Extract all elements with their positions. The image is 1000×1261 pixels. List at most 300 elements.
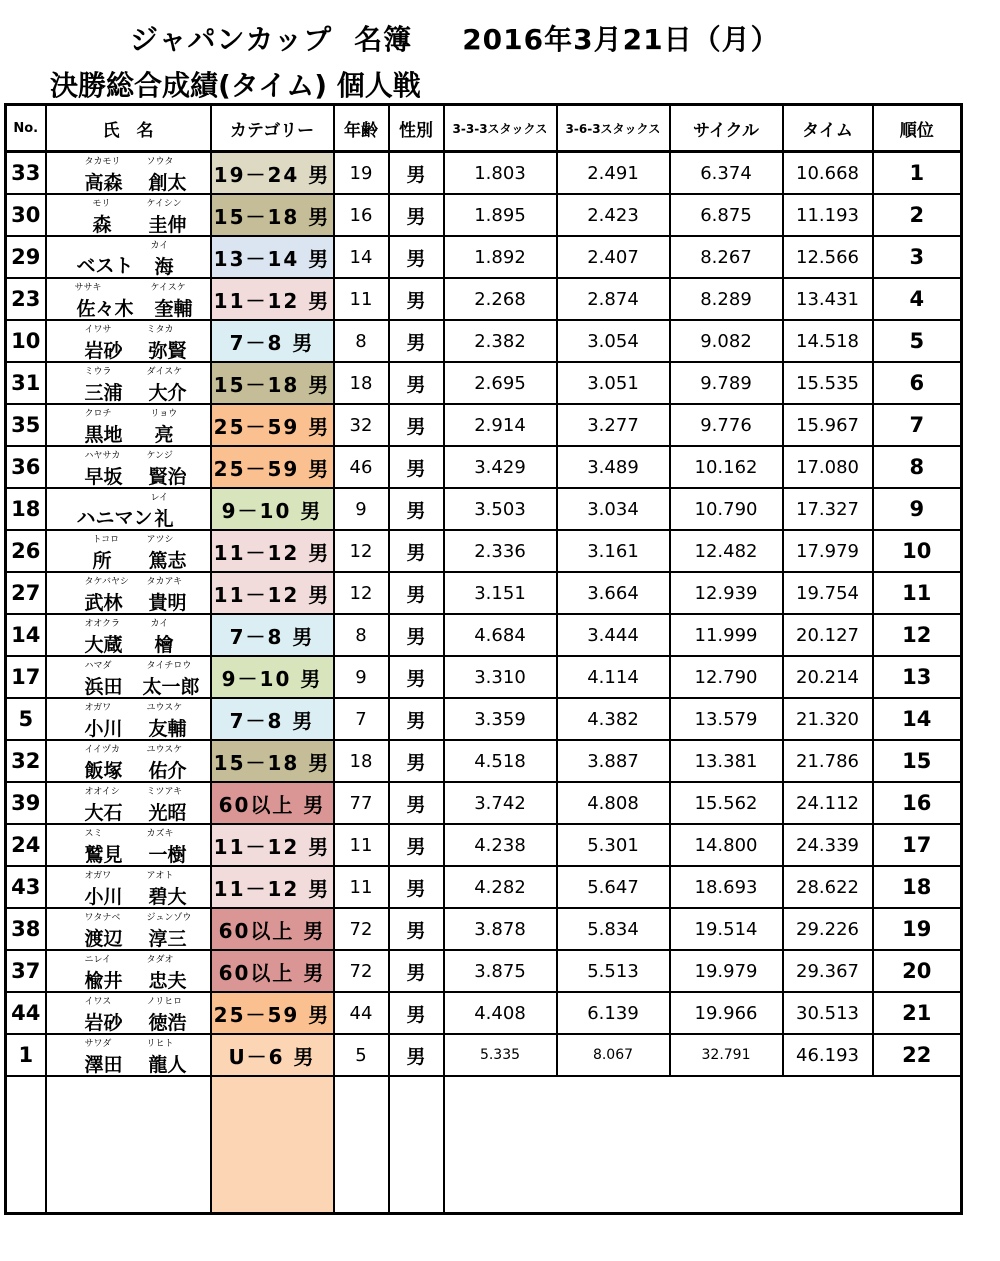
cycle-time: 8.267 xyxy=(670,236,783,278)
given-name-ruby: アオト xyxy=(146,871,174,881)
col-header-363-stacks: 3-6-3スタックス xyxy=(557,105,670,152)
sex-cell: 男 xyxy=(389,614,444,656)
sex-cell: 男 xyxy=(389,320,444,362)
sex-cell: 男 xyxy=(389,530,444,572)
family-name: 大石 xyxy=(84,802,123,824)
stack-363-time: 5.647 xyxy=(557,866,670,908)
age-cell: 14 xyxy=(334,236,389,278)
row-number: 17 xyxy=(6,656,46,698)
empty-cell xyxy=(783,1076,873,1214)
row-number: 14 xyxy=(6,614,46,656)
given-name-ruby: タダオ xyxy=(146,955,174,965)
stack-333-time: 1.895 xyxy=(444,194,557,236)
category-cell: 25－59 男 xyxy=(211,992,334,1034)
rank-cell: 3 xyxy=(873,236,962,278)
participant-name-cell xyxy=(46,446,211,488)
category-cell: 11－12 男 xyxy=(211,572,334,614)
participant-name-cell xyxy=(46,236,211,278)
rank-cell: 10 xyxy=(873,530,962,572)
sex-cell: 男 xyxy=(389,446,444,488)
category-cell: 9－10 男 xyxy=(211,656,334,698)
empty-cell xyxy=(670,1076,783,1214)
given-name-ruby: ミタカ xyxy=(146,325,174,335)
table-row xyxy=(6,572,962,614)
stack-363-time: 3.054 xyxy=(557,320,670,362)
stack-363-time: 3.161 xyxy=(557,530,670,572)
participant-name-cell xyxy=(46,824,211,866)
col-header-category: カテゴリー xyxy=(211,105,334,152)
table-row xyxy=(6,1034,962,1076)
sex-cell: 男 xyxy=(389,278,444,320)
given-name-ruby: リョウ xyxy=(150,409,178,419)
given-name-ruby: リヒト xyxy=(146,1039,174,1049)
age-cell: 19 xyxy=(334,152,389,195)
total-time: 14.518 xyxy=(783,320,873,362)
given-name: 龍人 xyxy=(148,1054,187,1076)
sex-cell: 男 xyxy=(389,824,444,866)
given-name: 礼 xyxy=(154,508,174,530)
total-time: 12.566 xyxy=(783,236,873,278)
total-time: 29.367 xyxy=(783,950,873,992)
family-name-ruby: ニレイ xyxy=(84,955,112,965)
col-header-no: No. xyxy=(6,105,46,152)
participant-name-cell xyxy=(46,1034,211,1076)
given-name: 徳浩 xyxy=(148,1012,187,1034)
list-label: 名簿 xyxy=(354,23,413,56)
cycle-time: 6.374 xyxy=(670,152,783,195)
cycle-time: 14.800 xyxy=(670,824,783,866)
sex-cell: 男 xyxy=(389,992,444,1034)
stack-333-time: 3.878 xyxy=(444,908,557,950)
total-time: 30.513 xyxy=(783,992,873,1034)
col-header-time: タイム xyxy=(783,105,873,152)
sex-cell: 男 xyxy=(389,782,444,824)
sex-cell: 男 xyxy=(389,698,444,740)
given-name-ruby: ソウタ xyxy=(146,157,174,167)
cycle-time: 19.514 xyxy=(670,908,783,950)
participant-name-cell xyxy=(46,194,211,236)
family-name: 武林 xyxy=(84,592,123,614)
category-cell: 7－8 男 xyxy=(211,614,334,656)
stack-333-time: 4.684 xyxy=(444,614,557,656)
empty-cell xyxy=(557,1076,670,1214)
family-name-ruby: トコロ xyxy=(92,535,120,545)
rank-cell: 4 xyxy=(873,278,962,320)
rank-cell: 9 xyxy=(873,488,962,530)
stack-333-time: 4.518 xyxy=(444,740,557,782)
participant-name-cell xyxy=(46,404,211,446)
sex-cell: 男 xyxy=(389,656,444,698)
rank-cell: 5 xyxy=(873,320,962,362)
age-cell: 12 xyxy=(334,530,389,572)
rank-cell: 16 xyxy=(873,782,962,824)
sex-cell: 男 xyxy=(389,404,444,446)
rank-cell: 20 xyxy=(873,950,962,992)
given-name: 淳三 xyxy=(148,928,187,950)
given-name-ruby: レイ xyxy=(150,493,169,503)
event-date: 2016年3月21日（月） xyxy=(462,23,780,56)
total-time: 24.112 xyxy=(783,782,873,824)
category-cell: 60以上 男 xyxy=(211,950,334,992)
stack-363-time: 5.513 xyxy=(557,950,670,992)
empty-cell xyxy=(389,1076,444,1214)
total-time: 20.127 xyxy=(783,614,873,656)
stack-333-time: 2.268 xyxy=(444,278,557,320)
page-title xyxy=(130,18,802,58)
family-name: 楡井 xyxy=(84,970,123,992)
given-name: 佑介 xyxy=(148,760,187,782)
participant-name-cell xyxy=(46,908,211,950)
participant-name-cell xyxy=(46,530,211,572)
age-cell: 9 xyxy=(334,656,389,698)
stack-333-time: 3.429 xyxy=(444,446,557,488)
cycle-time: 13.579 xyxy=(670,698,783,740)
sex-cell: 男 xyxy=(389,740,444,782)
age-cell: 16 xyxy=(334,194,389,236)
rank-cell: 13 xyxy=(873,656,962,698)
table-row xyxy=(6,194,962,236)
rank-cell: 15 xyxy=(873,740,962,782)
cycle-time: 11.999 xyxy=(670,614,783,656)
given-name: 大介 xyxy=(148,382,187,404)
event-name: ジャパンカップ xyxy=(130,23,333,56)
given-name-ruby: タイチロウ xyxy=(146,661,192,671)
total-time: 21.320 xyxy=(783,698,873,740)
table-row xyxy=(6,614,962,656)
stack-333-time: 3.503 xyxy=(444,488,557,530)
table-row xyxy=(6,530,962,572)
stack-363-time: 4.808 xyxy=(557,782,670,824)
cycle-time: 12.790 xyxy=(670,656,783,698)
stack-333-time: 2.695 xyxy=(444,362,557,404)
row-number: 26 xyxy=(6,530,46,572)
stack-363-time: 3.887 xyxy=(557,740,670,782)
age-cell: 44 xyxy=(334,992,389,1034)
family-name: 早坂 xyxy=(84,466,123,488)
given-name-ruby: ミツアキ xyxy=(146,787,183,797)
row-number: 36 xyxy=(6,446,46,488)
given-name-ruby: ユウスケ xyxy=(146,703,183,713)
family-name-ruby: イワサ xyxy=(84,325,112,335)
stack-363-time: 6.139 xyxy=(557,992,670,1034)
total-time: 28.622 xyxy=(783,866,873,908)
rank-cell: 2 xyxy=(873,194,962,236)
stack-363-time: 4.114 xyxy=(557,656,670,698)
cycle-time: 9.776 xyxy=(670,404,783,446)
category-cell: 15－18 男 xyxy=(211,194,334,236)
category-cell: 15－18 男 xyxy=(211,740,334,782)
total-time: 15.535 xyxy=(783,362,873,404)
age-cell: 8 xyxy=(334,320,389,362)
age-cell: 11 xyxy=(334,278,389,320)
table-row xyxy=(6,236,962,278)
stack-333-time: 4.408 xyxy=(444,992,557,1034)
rank-cell: 19 xyxy=(873,908,962,950)
family-name: 鷲見 xyxy=(84,844,123,866)
family-name-ruby: イイヅカ xyxy=(84,745,121,755)
cycle-time: 10.162 xyxy=(670,446,783,488)
given-name: 弥賢 xyxy=(148,340,187,362)
stack-363-time: 2.491 xyxy=(557,152,670,195)
family-name: 岩砂 xyxy=(84,1012,123,1034)
given-name-ruby: カイ xyxy=(150,241,169,251)
sex-cell: 男 xyxy=(389,1034,444,1076)
table-row xyxy=(6,698,962,740)
sex-cell: 男 xyxy=(389,950,444,992)
given-name-ruby: カズキ xyxy=(146,829,174,839)
family-name: ベスト xyxy=(76,255,134,277)
age-cell: 72 xyxy=(334,950,389,992)
age-cell: 5 xyxy=(334,1034,389,1076)
total-time: 20.214 xyxy=(783,656,873,698)
rank-cell: 11 xyxy=(873,572,962,614)
cycle-time: 19.979 xyxy=(670,950,783,992)
stack-333-time: 3.742 xyxy=(444,782,557,824)
given-name-ruby: ケイシン xyxy=(146,199,182,209)
stack-333-time: 4.238 xyxy=(444,824,557,866)
family-name-ruby: ハヤサカ xyxy=(84,451,121,461)
stack-333-time: 3.359 xyxy=(444,698,557,740)
family-name: 所 xyxy=(92,550,112,572)
row-number: 18 xyxy=(6,488,46,530)
category-cell: 60以上 男 xyxy=(211,908,334,950)
rank-cell: 17 xyxy=(873,824,962,866)
family-name-ruby: スミ xyxy=(84,829,103,839)
empty-cell xyxy=(6,1076,46,1214)
participant-name-cell xyxy=(46,992,211,1034)
row-number: 31 xyxy=(6,362,46,404)
given-name: 海 xyxy=(154,256,174,278)
table-row xyxy=(6,362,962,404)
col-header-name: 氏 名 xyxy=(46,105,211,152)
given-name-ruby: アツシ xyxy=(146,535,174,545)
cycle-time: 13.381 xyxy=(670,740,783,782)
given-name-ruby: ケンジ xyxy=(146,451,173,461)
given-name: 一樹 xyxy=(148,844,187,866)
given-name: 檜 xyxy=(154,634,174,656)
table-row xyxy=(6,866,962,908)
age-cell: 11 xyxy=(334,866,389,908)
stack-363-time: 3.051 xyxy=(557,362,670,404)
participant-name-cell xyxy=(46,950,211,992)
col-header-rank: 順位 xyxy=(873,105,962,152)
given-name-ruby: ジュンゾウ xyxy=(146,913,192,923)
table-row xyxy=(6,278,962,320)
table-row xyxy=(6,950,962,992)
participant-name-cell xyxy=(46,320,211,362)
stack-333-time: 3.151 xyxy=(444,572,557,614)
total-time: 15.967 xyxy=(783,404,873,446)
category-cell: U－6 男 xyxy=(211,1034,334,1076)
participant-name-cell xyxy=(46,572,211,614)
given-name: 貴明 xyxy=(148,592,187,614)
total-time: 10.668 xyxy=(783,152,873,195)
empty-cell xyxy=(444,1076,557,1214)
family-name-ruby: オオイシ xyxy=(84,787,120,797)
age-cell: 11 xyxy=(334,824,389,866)
participant-name-cell xyxy=(46,866,211,908)
participant-name-cell xyxy=(46,278,211,320)
col-header-cycle: サイクル xyxy=(670,105,783,152)
stack-363-time: 3.277 xyxy=(557,404,670,446)
family-name: 佐々木 xyxy=(76,298,134,320)
given-name-ruby: ノリヒロ xyxy=(146,997,183,1007)
rank-cell: 7 xyxy=(873,404,962,446)
family-name: 小川 xyxy=(84,886,123,908)
table-row xyxy=(6,782,962,824)
stack-333-time: 5.335 xyxy=(444,1034,557,1076)
family-name-ruby: オガワ xyxy=(84,703,112,713)
total-time: 24.339 xyxy=(783,824,873,866)
stack-363-time: 3.034 xyxy=(557,488,670,530)
participant-name-cell xyxy=(46,488,211,530)
total-time: 17.080 xyxy=(783,446,873,488)
col-header-333-stacks: 3-3-3スタックス xyxy=(444,105,557,152)
family-name-ruby: ワタナベ xyxy=(84,913,121,923)
stack-333-time: 2.336 xyxy=(444,530,557,572)
stack-333-time: 4.282 xyxy=(444,866,557,908)
participant-name-cell xyxy=(46,656,211,698)
given-name-ruby: カイ xyxy=(150,619,169,629)
sex-cell: 男 xyxy=(389,908,444,950)
empty-cell xyxy=(46,1076,211,1214)
family-name: 岩砂 xyxy=(84,340,123,362)
stack-363-time: 2.407 xyxy=(557,236,670,278)
category-cell: 25－59 男 xyxy=(211,446,334,488)
row-number: 33 xyxy=(6,152,46,195)
total-time: 21.786 xyxy=(783,740,873,782)
row-number: 27 xyxy=(6,572,46,614)
given-name-ruby: ダイスケ xyxy=(146,367,183,377)
category-cell: 11－12 男 xyxy=(211,824,334,866)
participant-name-cell xyxy=(46,782,211,824)
age-cell: 72 xyxy=(334,908,389,950)
given-name: 創太 xyxy=(148,172,187,194)
table-row xyxy=(6,740,962,782)
stack-333-time: 2.382 xyxy=(444,320,557,362)
cycle-time: 18.693 xyxy=(670,866,783,908)
family-name-ruby: クロチ xyxy=(84,409,112,419)
row-number: 24 xyxy=(6,824,46,866)
cycle-time: 15.562 xyxy=(670,782,783,824)
given-name: 太一郎 xyxy=(142,676,200,698)
family-name: 渡辺 xyxy=(84,928,123,950)
age-cell: 32 xyxy=(334,404,389,446)
table-row xyxy=(6,824,962,866)
family-name-ruby: ササキ xyxy=(74,283,102,293)
row-number: 38 xyxy=(6,908,46,950)
row-number: 10 xyxy=(6,320,46,362)
family-name: 森 xyxy=(92,214,112,236)
age-cell: 46 xyxy=(334,446,389,488)
row-number: 23 xyxy=(6,278,46,320)
results-table xyxy=(4,103,963,1215)
category-cell: 7－8 男 xyxy=(211,320,334,362)
stack-363-time: 8.067 xyxy=(557,1034,670,1076)
given-name: 賢治 xyxy=(148,466,187,488)
total-time: 13.431 xyxy=(783,278,873,320)
table-row xyxy=(6,404,962,446)
sex-cell: 男 xyxy=(389,488,444,530)
cycle-time: 9.789 xyxy=(670,362,783,404)
family-name: 大蔵 xyxy=(84,634,123,656)
table-row xyxy=(6,488,962,530)
stack-333-time: 3.310 xyxy=(444,656,557,698)
table-row xyxy=(6,908,962,950)
stack-363-time: 3.489 xyxy=(557,446,670,488)
total-time: 17.327 xyxy=(783,488,873,530)
table-row xyxy=(6,992,962,1034)
row-number: 32 xyxy=(6,740,46,782)
category-cell: 60以上 男 xyxy=(211,782,334,824)
table-row xyxy=(6,656,962,698)
row-number: 43 xyxy=(6,866,46,908)
participant-name-cell xyxy=(46,362,211,404)
col-header-sex: 性別 xyxy=(389,105,444,152)
family-name: 黒地 xyxy=(84,424,123,446)
participant-name-cell xyxy=(46,614,211,656)
stack-363-time: 5.834 xyxy=(557,908,670,950)
sex-cell: 男 xyxy=(389,152,444,195)
family-name: 小川 xyxy=(84,718,123,740)
category-cell: 7－8 男 xyxy=(211,698,334,740)
row-number: 35 xyxy=(6,404,46,446)
category-cell: 11－12 男 xyxy=(211,278,334,320)
family-name-ruby: モリ xyxy=(92,199,111,209)
family-name-ruby: イワス xyxy=(84,997,112,1007)
cycle-time: 19.966 xyxy=(670,992,783,1034)
sex-cell: 男 xyxy=(389,362,444,404)
total-time: 17.979 xyxy=(783,530,873,572)
stack-363-time: 3.444 xyxy=(557,614,670,656)
given-name: 圭伸 xyxy=(148,214,187,236)
sex-cell: 男 xyxy=(389,572,444,614)
stack-333-time: 1.892 xyxy=(444,236,557,278)
given-name: 友輔 xyxy=(148,718,187,740)
row-number: 29 xyxy=(6,236,46,278)
category-cell: 19－24 男 xyxy=(211,152,334,195)
rank-cell: 14 xyxy=(873,698,962,740)
rank-cell: 1 xyxy=(873,152,962,195)
total-time: 19.754 xyxy=(783,572,873,614)
participant-name-cell xyxy=(46,740,211,782)
empty-cell xyxy=(334,1076,389,1214)
stack-333-time: 3.875 xyxy=(444,950,557,992)
stack-363-time: 2.874 xyxy=(557,278,670,320)
header-row xyxy=(6,105,962,152)
age-cell: 9 xyxy=(334,488,389,530)
participant-name-cell xyxy=(46,152,211,195)
given-name-ruby: ユウスケ xyxy=(146,745,183,755)
age-cell: 18 xyxy=(334,362,389,404)
table-row xyxy=(6,152,962,195)
row-number: 30 xyxy=(6,194,46,236)
sex-cell: 男 xyxy=(389,194,444,236)
rank-cell: 12 xyxy=(873,614,962,656)
sex-cell: 男 xyxy=(389,866,444,908)
total-time: 46.193 xyxy=(783,1034,873,1076)
row-number: 1 xyxy=(6,1034,46,1076)
age-cell: 7 xyxy=(334,698,389,740)
given-name: 碧大 xyxy=(148,886,187,908)
family-name-ruby: オオクラ xyxy=(84,619,121,629)
family-name-ruby: オガワ xyxy=(84,871,112,881)
results-subtitle: 決勝総合成績(タイム) 個人戦 xyxy=(50,69,421,102)
row-number: 39 xyxy=(6,782,46,824)
family-name: 高森 xyxy=(84,172,123,194)
family-name: 澤田 xyxy=(84,1054,123,1076)
stack-363-time: 3.664 xyxy=(557,572,670,614)
